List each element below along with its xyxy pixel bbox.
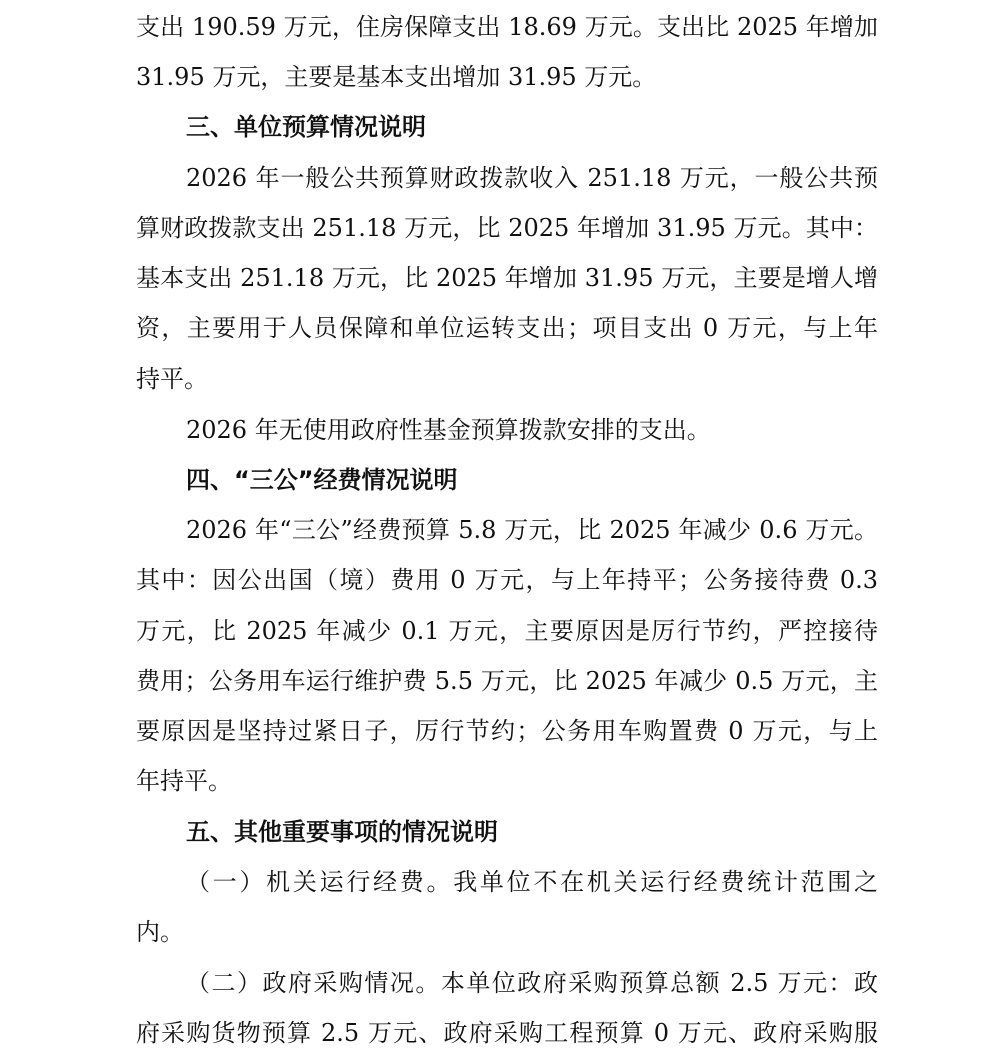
body-text-line: 2026 年无使用政府性基金预算拨款安排的支出。 [186,416,711,444]
body-text-line: 年持平。 [136,767,232,795]
body-text-line: 支出 190.59 万元，住房保障支出 18.69 万元。支出比 2025 年增加 [136,13,878,41]
section-heading: 五、其他重要事项的情况说明 [186,818,498,846]
body-text-line: 其中：因公出国（境）费用 0 万元，与上年持平；公务接待费 0.3 [136,566,878,594]
body-text-line: 资，主要用于人员保障和单位运转支出；项目支出 0 万元，与上年 [136,314,878,342]
body-text-line: 费用；公务用车运行维护费 5.5 万元，比 2025 年减少 0.5 万元，主 [136,667,878,695]
body-text-line: 2026 年一般公共预算财政拨款收入 251.18 万元，一般公共预 [186,164,878,192]
section-heading: 四、“三公”经费情况说明 [186,466,458,494]
body-text-line: 基本支出 251.18 万元，比 2025 年增加 31.95 万元，主要是增人增 [136,264,878,292]
section-heading: 三、单位预算情况说明 [186,113,426,141]
body-text-line: 算财政拨款支出 251.18 万元，比 2025 年增加 31.95 万元。其中： [136,214,878,242]
body-text-line: 万元，比 2025 年减少 0.1 万元，主要原因是厉行节约，严控接待 [136,617,878,645]
body-text-line: 31.95 万元，主要是基本支出增加 31.95 万元。 [136,63,657,91]
body-text-line: 持平。 [136,365,208,393]
body-text-line: 内。 [136,918,184,946]
body-text-line: （一）机关运行经费。我单位不在机关运行经费统计范围之 [186,868,878,896]
body-text-line: 2026 年“三公”经费预算 5.8 万元，比 2025 年减少 0.6 万元。 [186,516,878,544]
body-text-line: （二）政府采购情况。本单位政府采购预算总额 2.5 万元：政 [186,969,878,997]
body-text-line: 要原因是坚持过紧日子，厉行节约；公务用车购置费 0 万元，与上 [136,717,878,745]
body-text-line: 府采购货物预算 2.5 万元、政府采购工程预算 0 万元、政府采购服 [136,1019,878,1047]
